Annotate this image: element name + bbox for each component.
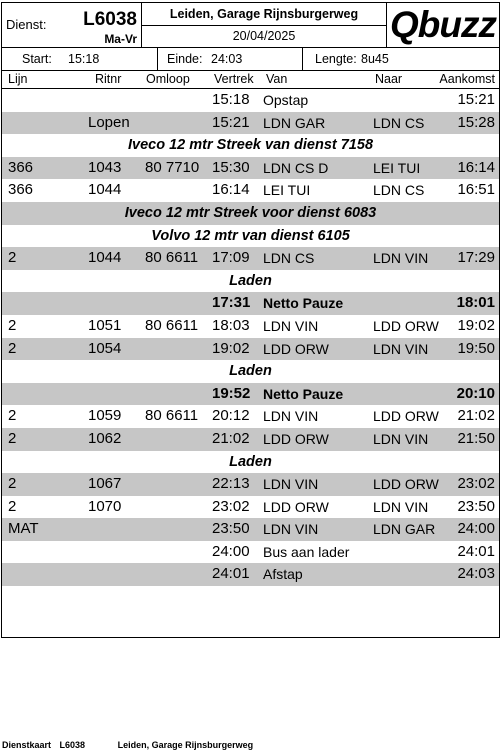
row-vertrek: 20:12 <box>212 407 250 425</box>
row-ritnr: 1044 <box>88 181 122 199</box>
row-aankomst: 16:51 <box>457 181 495 199</box>
row-van: LDN VIN <box>263 317 319 334</box>
footer-label: Dienstkaart <box>2 740 52 750</box>
schedule-row <box>2 315 499 338</box>
row-vertrek: 18:03 <box>212 316 250 334</box>
section-title: Volvo 12 mtr van dienst 6105 <box>151 227 350 244</box>
dienst-days: Ma-Vr <box>104 32 137 46</box>
section-title: Laden <box>229 363 272 380</box>
col-ritnr: Ritnr <box>95 72 122 86</box>
start-label: Start: <box>22 52 52 66</box>
row-aankomst: 21:02 <box>457 407 495 425</box>
row-vertrek: 22:13 <box>212 475 250 493</box>
row-aankomst: 15:21 <box>457 91 495 108</box>
column-headers <box>2 71 499 89</box>
schedule-row <box>2 383 499 406</box>
row-aankomst: 23:50 <box>457 497 495 515</box>
row-aankomst: 15:28 <box>457 113 495 131</box>
schedule-rows <box>2 89 499 637</box>
row-van: Netto Pauze <box>263 385 344 402</box>
lengte-cell <box>303 48 499 70</box>
row-van: LEI TUI <box>263 182 311 199</box>
card-date: 20/04/2025 <box>232 29 296 43</box>
row-aankomst: 19:50 <box>457 339 495 357</box>
einde-time: 24:03 <box>211 52 243 66</box>
dienst-code: L6038 <box>83 9 137 30</box>
section-title: Laden <box>229 453 272 470</box>
schedule-row <box>2 247 499 270</box>
row-ritnr: 1070 <box>88 497 122 515</box>
col-vertrek: Vertrek <box>214 72 254 86</box>
row-vertrek: 24:01 <box>212 565 250 583</box>
row-aankomst: 19:02 <box>457 316 495 334</box>
duty-card <box>1 2 500 638</box>
start-time: 15:18 <box>68 52 100 66</box>
row-vertrek: 23:50 <box>212 520 250 538</box>
row-vertrek: 24:00 <box>212 542 250 560</box>
row-aankomst: 24:00 <box>457 520 495 538</box>
col-lijn: Lijn <box>8 72 28 86</box>
row-naar: LDN GAR <box>373 521 436 538</box>
row-lijn: 2 <box>8 316 17 334</box>
row-van: LDD ORW <box>263 498 329 515</box>
qbuzz-logo: Qbuzz <box>390 4 496 45</box>
row-naar: LDD ORW <box>373 476 439 493</box>
row-van: LDD ORW <box>263 430 329 447</box>
section-title-row <box>2 225 499 248</box>
section-title-row <box>2 134 499 157</box>
lengte-label: Lengte: <box>315 52 357 66</box>
row-ritnr: 1062 <box>88 429 122 447</box>
schedule-row <box>2 292 499 315</box>
row-aankomst: 24:03 <box>457 565 495 583</box>
row-vertrek: 21:02 <box>212 429 250 447</box>
row-aankomst: 16:14 <box>457 158 495 176</box>
schedule-row <box>2 518 499 541</box>
row-naar: LEI TUI <box>373 159 421 176</box>
col-omloop: Omloop <box>146 72 190 86</box>
row-naar: LDN CS <box>373 114 425 131</box>
row-ritnr: 1044 <box>88 249 122 267</box>
row-aankomst: 17:29 <box>457 249 495 267</box>
row-vertrek: 19:02 <box>212 339 250 357</box>
section-title: Iveco 12 mtr Streek voor dienst 6083 <box>124 204 377 221</box>
row-van: LDN GAR <box>263 114 326 131</box>
row-ritnr: 1054 <box>88 339 122 357</box>
section-title-row <box>2 270 499 293</box>
row-lijn: 2 <box>8 249 17 267</box>
row-omloop: 80 6611 <box>145 407 199 425</box>
row-omloop: 80 7710 <box>145 158 200 176</box>
card-header <box>2 3 499 48</box>
schedule-row <box>2 496 499 519</box>
row-van: LDN VIN <box>263 476 319 493</box>
row-lijn: 2 <box>8 339 17 357</box>
row-naar: LDN VIN <box>373 430 429 447</box>
schedule-row <box>2 405 499 428</box>
lengte-value: 8u45 <box>361 52 389 66</box>
footer-code: L6038 <box>59 740 86 750</box>
row-ritnr: 1043 <box>88 158 122 176</box>
schedule-row <box>2 338 499 361</box>
schedule-row <box>2 428 499 451</box>
row-van: LDN CS D <box>263 159 329 176</box>
row-vertrek: 15:30 <box>212 158 250 176</box>
schedule-row <box>2 541 499 564</box>
row-van: Afstap <box>263 566 303 583</box>
row-naar: LDN VIN <box>373 250 429 267</box>
dienst-cell <box>2 3 142 47</box>
row-naar: LDD ORW <box>373 408 439 425</box>
row-aankomst: 21:50 <box>457 429 495 447</box>
col-naar: Naar <box>375 72 403 86</box>
row-van: Bus aan lader <box>263 543 350 560</box>
row-van: LDN CS <box>263 250 315 267</box>
col-van: Van <box>266 72 288 86</box>
duty-times <box>2 48 499 71</box>
dienst-label: Dienst: <box>6 17 47 32</box>
row-vertrek: 15:21 <box>212 113 250 131</box>
schedule-row <box>2 473 499 496</box>
section-title-row <box>2 451 499 474</box>
row-naar: LDD ORW <box>373 317 439 334</box>
section-title: Laden <box>229 272 272 289</box>
row-naar: LDN CS <box>373 182 425 199</box>
row-aankomst: 20:10 <box>456 384 495 402</box>
row-van: Netto Pauze <box>263 295 344 312</box>
row-vertrek: 19:52 <box>212 384 251 402</box>
row-lijn: 2 <box>8 475 17 493</box>
start-cell <box>2 48 158 70</box>
row-vertrek: 15:18 <box>212 91 250 108</box>
row-naar: LDN VIN <box>373 498 429 515</box>
location-cell <box>142 3 387 47</box>
row-lijn: MAT <box>8 520 39 538</box>
col-aankomst: Aankomst <box>439 72 495 86</box>
einde-cell <box>158 48 303 70</box>
row-van: LDN VIN <box>263 521 319 538</box>
row-omloop: 80 6611 <box>145 249 199 267</box>
row-aankomst: 24:01 <box>457 542 495 560</box>
row-vertrek: 23:02 <box>212 497 250 515</box>
section-title-row <box>2 360 499 383</box>
schedule-row <box>2 563 499 586</box>
row-vertrek: 17:31 <box>212 294 251 312</box>
row-lijn: 366 <box>8 158 34 176</box>
schedule-row <box>2 112 499 135</box>
schedule-row <box>2 157 499 180</box>
einde-label: Einde: <box>167 52 203 66</box>
row-ritnr: Lopen <box>88 113 130 131</box>
footer <box>2 740 283 750</box>
row-ritnr: 1059 <box>88 407 122 425</box>
row-ritnr: 1051 <box>88 316 122 334</box>
row-aankomst: 18:01 <box>456 294 495 312</box>
row-ritnr: 1067 <box>88 475 122 493</box>
row-naar: LDN VIN <box>373 340 429 357</box>
schedule-row <box>2 179 499 202</box>
row-lijn: 2 <box>8 407 17 425</box>
schedule-row <box>2 89 499 112</box>
row-omloop: 80 6611 <box>145 316 199 334</box>
section-title: Iveco 12 mtr Streek van dienst 7158 <box>127 137 374 154</box>
footer-location: Leiden, Garage Rijnsburgerweg <box>117 740 254 750</box>
row-van: LDN VIN <box>263 408 319 425</box>
garage-location: Leiden, Garage Rijnsburgerweg <box>142 3 386 26</box>
row-lijn: 2 <box>8 429 17 447</box>
row-van: LDD ORW <box>263 340 329 357</box>
row-vertrek: 17:09 <box>212 249 250 267</box>
row-van: Opstap <box>263 92 309 108</box>
section-title-row <box>2 202 499 225</box>
row-lijn: 366 <box>8 181 34 199</box>
row-vertrek: 16:14 <box>212 181 250 199</box>
row-lijn: 2 <box>8 497 17 515</box>
row-aankomst: 23:02 <box>457 475 495 493</box>
